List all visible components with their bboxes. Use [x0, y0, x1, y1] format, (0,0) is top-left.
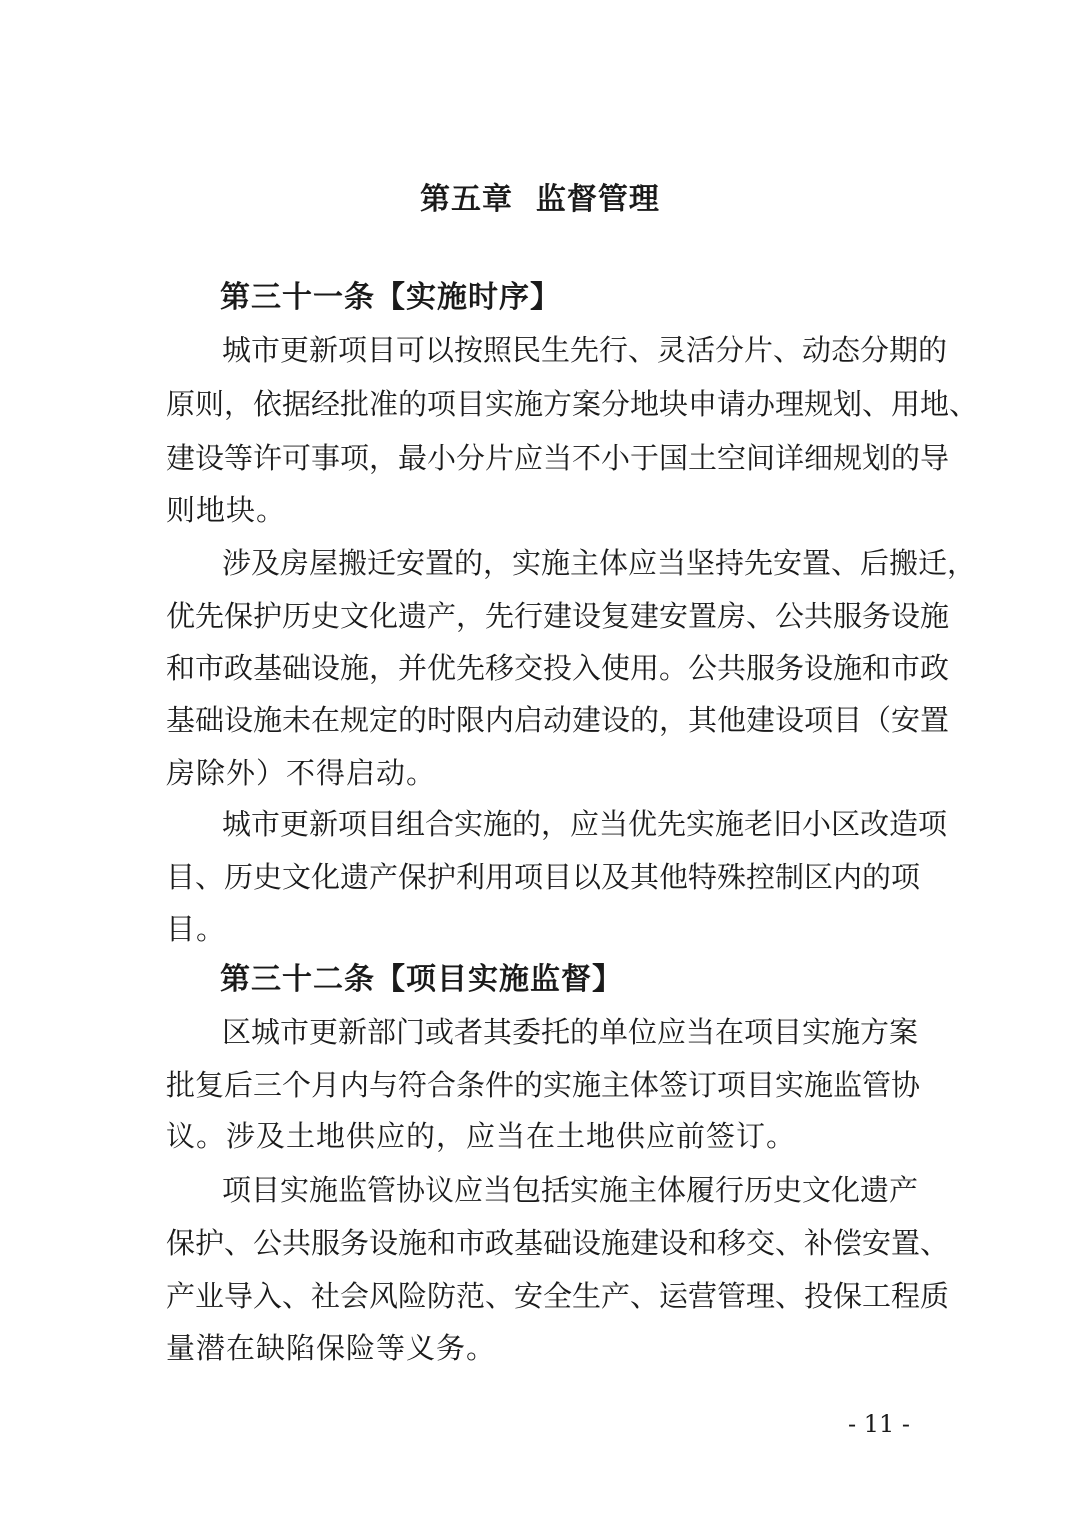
text-line: 保护、公共服务设施和市政基础设施建设和移交、补偿安置、 — [166, 1226, 950, 1260]
text-line: 建设等许可事项，最小分片应当不小于国土空间详细规划的导 — [166, 441, 950, 475]
text-line: 目。 — [166, 912, 227, 946]
text-line: 项目实施监管协议应当包括实施主体履行历史文化遗产 — [222, 1173, 919, 1207]
text-line: 目、历史文化遗产保护利用项目以及其他特殊控制区内的项 — [166, 860, 921, 894]
text-line: 和市政基础设施，并优先移交投入使用。公共服务设施和市政 — [166, 651, 950, 685]
page-number: - 11 - — [848, 1410, 911, 1438]
article-31-heading: 第三十一条【实施时序】 — [220, 280, 561, 315]
text-line: 基础设施未在规定的时限内启动建设的，其他建设项目（安置 — [166, 703, 950, 737]
text-line: 产业导入、社会风险防范、安全生产、运营管理、投保工程质 — [166, 1279, 950, 1313]
text-line: 涉及房屋搬迁安置的，实施主体应当坚持先安置、后搬迁， — [222, 546, 977, 580]
text-line: 城市更新项目组合实施的，应当优先实施老旧小区改造项 — [222, 807, 948, 841]
chapter-title: 第五章 监督管理 — [420, 182, 660, 217]
text-line: 批复后三个月内与符合条件的实施主体签订项目实施监管协 — [166, 1068, 921, 1102]
text-line: 议。涉及土地供应的，应当在土地供应前签订。 — [166, 1119, 797, 1153]
article-32-heading: 第三十二条【项目实施监督】 — [220, 962, 623, 997]
text-line: 优先保护历史文化遗产，先行建设复建安置房、公共服务设施 — [166, 599, 950, 633]
text-line: 量潜在缺陷保险等义务。 — [166, 1331, 497, 1365]
text-line: 房除外）不得启动。 — [166, 756, 437, 790]
text-line: 区城市更新部门或者其委托的单位应当在项目实施方案 — [222, 1015, 919, 1049]
text-line: 城市更新项目可以按照民生先行、灵活分片、动态分期的 — [222, 333, 948, 367]
text-line: 则地块。 — [166, 493, 287, 527]
text-line: 原则，依据经批准的项目实施方案分地块申请办理规划、用地、 — [166, 387, 979, 421]
